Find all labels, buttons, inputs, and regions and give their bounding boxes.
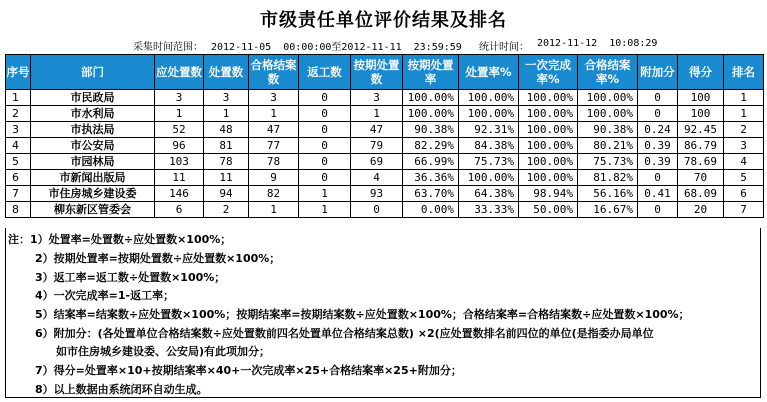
table-cell: 0 xyxy=(299,154,351,170)
table-cell: 0 xyxy=(638,170,678,186)
table-cell: 1 xyxy=(724,106,764,122)
table-cell: 100.00% xyxy=(578,106,638,122)
table-row xyxy=(6,106,764,122)
note-line: 4）一次完成率=1-返工率； xyxy=(35,289,175,302)
table-cell: 0 xyxy=(299,106,351,122)
table-cell: 0 xyxy=(638,90,678,106)
table-cell: 0 xyxy=(299,138,351,154)
table-cell: 1 xyxy=(724,90,764,106)
table-cell: 92.31% xyxy=(459,122,519,138)
table-cell: 90.38% xyxy=(403,122,459,138)
column-header: 排名 xyxy=(724,55,764,90)
table-row xyxy=(6,186,764,202)
column-header: 返工数 xyxy=(299,55,351,90)
table-cell: 100.00% xyxy=(459,106,519,122)
table-cell: 98.94% xyxy=(519,186,578,202)
table-cell: 5 xyxy=(6,154,31,170)
table-cell: 1 xyxy=(299,186,351,202)
column-header: 一次完成率% xyxy=(519,55,578,90)
department-cell: 市新闻出版局 xyxy=(31,170,155,186)
table-cell: 0.24 xyxy=(638,122,678,138)
table-cell: 75.73% xyxy=(578,154,638,170)
table-cell: 52 xyxy=(155,122,204,138)
table-cell: 16.67% xyxy=(578,202,638,218)
column-header: 序号 xyxy=(6,55,31,90)
table-cell: 96 xyxy=(155,138,204,154)
table-cell: 82.29% xyxy=(403,138,459,154)
table-cell: 0.41 xyxy=(638,186,678,202)
note-line: 7）得分=处置率×10+按期结案率×40+一次完成率×25+合格结案率×25+附加分； xyxy=(35,364,462,377)
department-cell: 市公安局 xyxy=(31,138,155,154)
table-cell: 93 xyxy=(351,186,403,202)
table-cell: 47 xyxy=(351,122,403,138)
table-cell: 79 xyxy=(351,138,403,154)
table-cell: 2 xyxy=(724,122,764,138)
table-cell: 146 xyxy=(155,186,204,202)
column-header: 应处置数 xyxy=(155,55,204,90)
table-cell: 103 xyxy=(155,154,204,170)
table-cell: 100.00% xyxy=(519,154,578,170)
note-line: 6）附加分：(各处置单位合格结案数÷应处置数前四名处置单位合格结案总数) ×2(应处置数排名前四位的单位(是指委办局单位 xyxy=(35,327,654,340)
table-cell: 8 xyxy=(6,202,31,218)
table-cell: 47 xyxy=(249,122,299,138)
table-cell: 100.00% xyxy=(519,122,578,138)
column-header: 部门 xyxy=(31,55,155,90)
table-cell: 92.45 xyxy=(678,122,724,138)
table-cell: 70 xyxy=(678,170,724,186)
table-cell: 4 xyxy=(724,154,764,170)
table-cell: 100 xyxy=(678,90,724,106)
note-line: 5）结案率=结案数÷应处置数×100%；按期结案率=按期结案数÷应处置数×100%；合格结案率=合格结案数÷应处置数×100%； xyxy=(35,308,690,321)
table-body xyxy=(6,90,764,218)
column-header: 得分 xyxy=(678,55,724,90)
table-row xyxy=(6,90,764,106)
table-cell: 1 xyxy=(351,106,403,122)
stat-time-value: 2012-11-12 10:08:29 xyxy=(537,38,658,49)
table-cell: 100.00% xyxy=(403,90,459,106)
table-cell: 9 xyxy=(249,170,299,186)
table-cell: 3 xyxy=(155,90,204,106)
column-header: 合格结案数 xyxy=(249,55,299,90)
table-cell: 6 xyxy=(724,186,764,202)
table-cell: 11 xyxy=(204,170,249,186)
table-row xyxy=(6,202,764,218)
table-cell: 3 xyxy=(6,122,31,138)
table-cell: 90.38% xyxy=(578,122,638,138)
table-cell: 64.38% xyxy=(459,186,519,202)
table-cell: 6 xyxy=(155,202,204,218)
table-cell: 0 xyxy=(351,202,403,218)
table-cell: 6 xyxy=(6,170,31,186)
table-cell: 100.00% xyxy=(519,106,578,122)
table-cell: 7 xyxy=(724,202,764,218)
table-cell: 81 xyxy=(204,138,249,154)
note-line: 注：1）处置率=处置数÷应处置数×100%； xyxy=(8,233,232,246)
column-header: 处置数 xyxy=(204,55,249,90)
table-cell: 0 xyxy=(299,122,351,138)
table-cell: 5 xyxy=(724,170,764,186)
table-cell: 100.00% xyxy=(519,138,578,154)
table-cell: 7 xyxy=(6,186,31,202)
table-cell: 36.36% xyxy=(403,170,459,186)
table-cell: 48 xyxy=(204,122,249,138)
page-title: 市级责任单位评价结果及排名 xyxy=(260,10,507,31)
department-cell: 市园林局 xyxy=(31,154,155,170)
table-cell: 94 xyxy=(204,186,249,202)
table-cell: 63.70% xyxy=(403,186,459,202)
table-cell: 1 xyxy=(204,106,249,122)
table-row xyxy=(6,170,764,186)
table-cell: 3 xyxy=(724,138,764,154)
table-cell: 100.00% xyxy=(459,170,519,186)
table-cell: 3 xyxy=(249,90,299,106)
table-cell: 75.73% xyxy=(459,154,519,170)
table-cell: 78 xyxy=(204,154,249,170)
table-cell: 86.79 xyxy=(678,138,724,154)
table-cell: 33.33% xyxy=(459,202,519,218)
column-header: 按期处置率 xyxy=(403,55,459,90)
table-row xyxy=(6,138,764,154)
column-header: 附加分 xyxy=(638,55,678,90)
evaluation-table xyxy=(5,54,764,218)
note-line: 3）返工率=返工数÷处置数×100%； xyxy=(35,271,226,284)
table-cell: 56.16% xyxy=(578,186,638,202)
table-cell: 100.00% xyxy=(519,170,578,186)
table-cell: 4 xyxy=(6,138,31,154)
table-cell: 78 xyxy=(249,154,299,170)
table-cell: 0 xyxy=(638,106,678,122)
department-cell: 市民政局 xyxy=(31,90,155,106)
table-cell: 82 xyxy=(249,186,299,202)
table-cell: 68.09 xyxy=(678,186,724,202)
table-cell: 1 xyxy=(249,202,299,218)
table-cell: 100 xyxy=(678,106,724,122)
table-cell: 0.39 xyxy=(638,138,678,154)
column-header: 按期处置数 xyxy=(351,55,403,90)
table-cell: 77 xyxy=(249,138,299,154)
table-cell: 1 xyxy=(155,106,204,122)
table-cell: 2 xyxy=(6,106,31,122)
table-cell: 1 xyxy=(249,106,299,122)
table-row xyxy=(6,122,764,138)
table-cell: 20 xyxy=(678,202,724,218)
stat-time-label: 统计时间： xyxy=(479,42,529,53)
collect-range-value: 2012-11-05 00:00:00至2012-11-11 23:59:59 xyxy=(211,42,462,53)
department-cell: 市水利局 xyxy=(31,106,155,122)
table-cell: 4 xyxy=(351,170,403,186)
table-cell: 0 xyxy=(638,202,678,218)
note-line: 2）按期处置率=按期处置数÷应处置数×100%； xyxy=(35,252,281,265)
table-cell: 100.00% xyxy=(403,106,459,122)
table-cell: 100.00% xyxy=(519,90,578,106)
table-cell: 50.00% xyxy=(519,202,578,218)
table-cell: 100.00% xyxy=(459,90,519,106)
table-cell: 0 xyxy=(299,90,351,106)
table-cell: 78.69 xyxy=(678,154,724,170)
note-line: 8）以上数据由系统闭环自动生成。 xyxy=(35,383,208,396)
column-header: 处置率% xyxy=(459,55,519,90)
table-cell: 0.00% xyxy=(403,202,459,218)
table-cell: 0 xyxy=(299,170,351,186)
table-cell: 81.82% xyxy=(578,170,638,186)
table-cell: 3 xyxy=(351,90,403,106)
collect-range-label: 采集时间范围： xyxy=(133,42,203,53)
table-cell: 0.39 xyxy=(638,154,678,170)
table-row xyxy=(6,154,764,170)
department-cell: 柳东新区管委会 xyxy=(31,202,155,218)
table-cell: 66.99% xyxy=(403,154,459,170)
table-cell: 69 xyxy=(351,154,403,170)
table-cell: 3 xyxy=(204,90,249,106)
table-cell: 1 xyxy=(299,202,351,218)
table-cell: 84.38% xyxy=(459,138,519,154)
table-cell: 1 xyxy=(6,90,31,106)
table-cell: 11 xyxy=(155,170,204,186)
table-cell: 100.00% xyxy=(578,90,638,106)
department-cell: 市执法局 xyxy=(31,122,155,138)
table-header-row xyxy=(6,55,764,90)
table-cell: 2 xyxy=(204,202,249,218)
column-header: 合格结案率% xyxy=(578,55,638,90)
department-cell: 市住房城乡建设委 xyxy=(31,186,155,202)
table-cell: 80.21% xyxy=(578,138,638,154)
notes-section xyxy=(5,228,761,398)
note-line: 如市住房城乡建设委、公安局)有此项加分； xyxy=(56,345,271,358)
